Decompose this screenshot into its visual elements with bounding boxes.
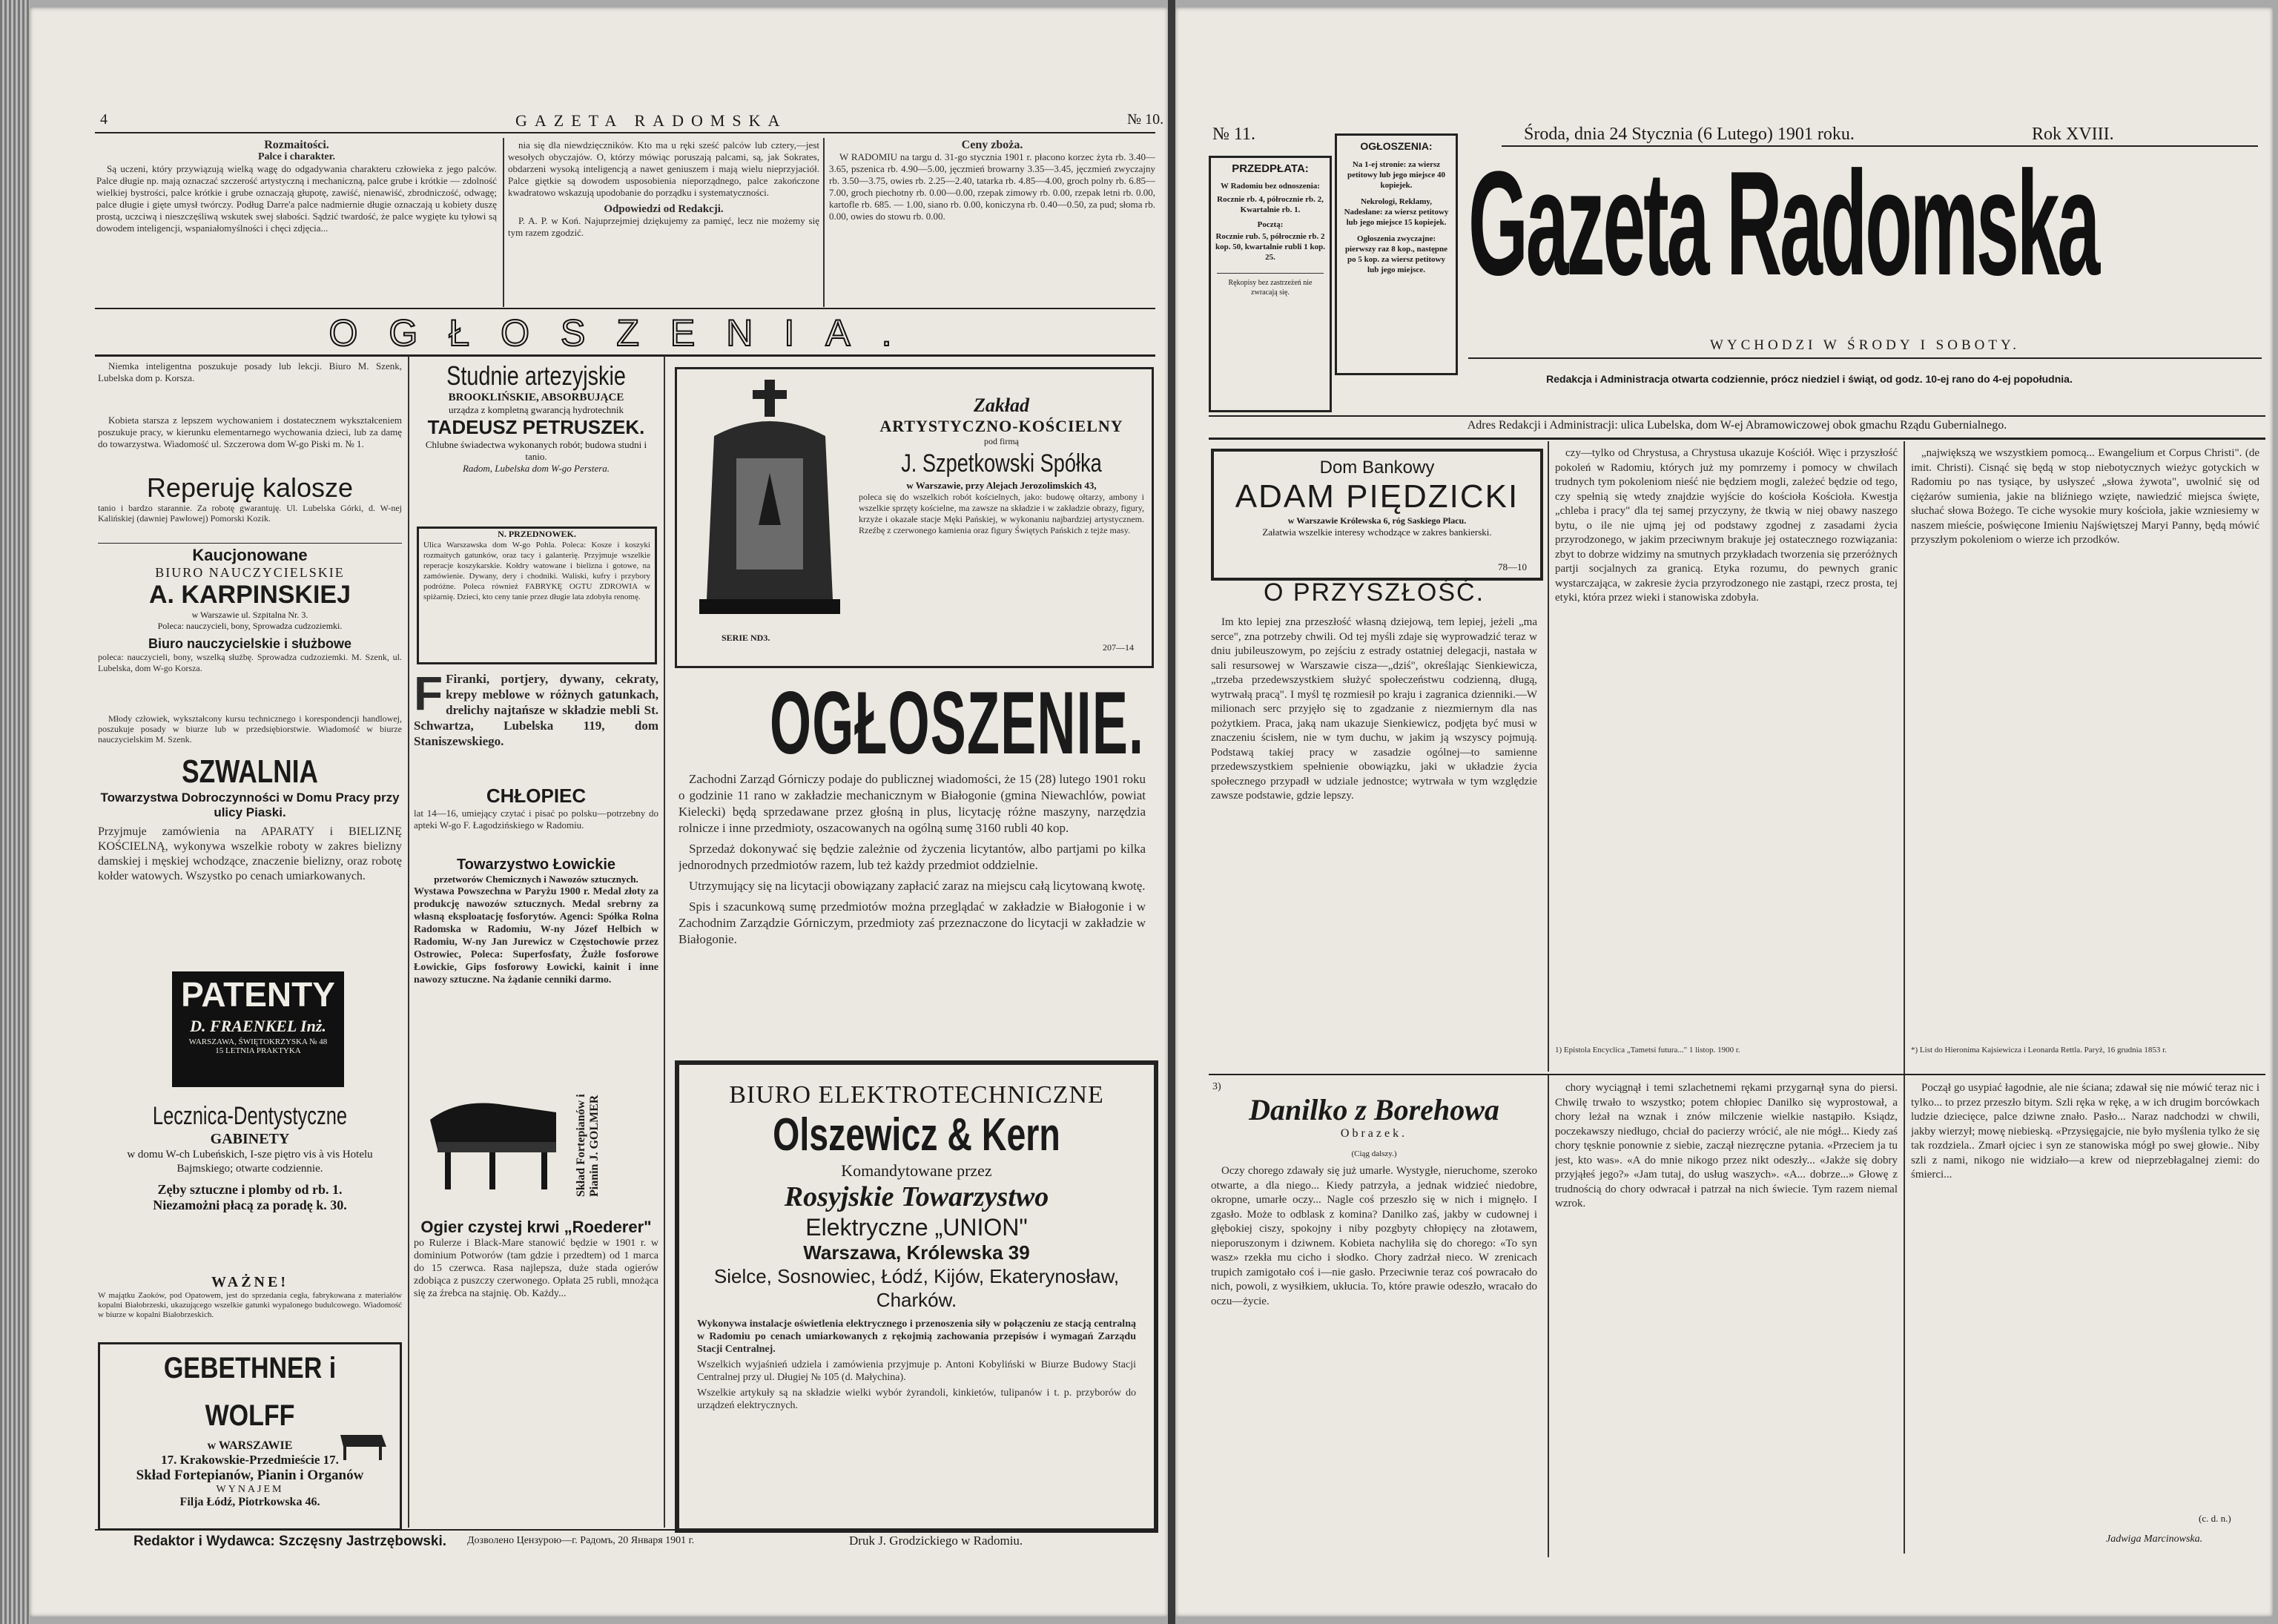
ogloszenia-price-body3: Ogłoszenia zwyczajne: pierwszy raz 8 kop., następne po 5 kop. za wiersz petitowy lub jego miejsce. (1344, 234, 1448, 274)
ad-szwalnia (98, 753, 402, 968)
ad-szwalnia-title: SZWALNIA (182, 753, 318, 790)
ad-lecznica (98, 1101, 402, 1272)
ad-dom-bankowy (1211, 449, 1543, 581)
ad-wazne-body: W majątku Zaoków, pod Opatowem, jest do sprzedania cegła, fabrykowana z materiałów kopalni Białobrzeski, ukazującego wszelkie gatunki wypalonego budulcowego. Wiadomość w biurze w kopalni Białobrzeskich. (98, 1291, 402, 1319)
story-author: Jadwiga Marcinowska. (2106, 1534, 2203, 1545)
ad-studnie-title: Studnie artezyjskie (446, 360, 626, 391)
running-header-title: GAZETA RADOMSKA (515, 111, 788, 130)
odpowiedzi-heading: Odpowiedzi od Redakcji. (604, 203, 724, 215)
ad-biuro-elektro-ros: Rosyjskie Towarzystwo (784, 1181, 1049, 1212)
przedplata-heading: PRZEDPŁATA: (1232, 162, 1309, 175)
story-cdn: (c. d. n.) (2199, 1513, 2231, 1524)
ad-kobieta-text: Kobieta starsza z lepszem wychowaniem i dostatecznem wykształceniem poszukuje pracy, w kierunku elementarnego wychowania dzieci, lub za damę do towarzystwa. Wiadomość ul. Szczerowa dom W-go Piski m. № 1. (98, 415, 402, 449)
ad-kaucjonowane-name: A. KARPINSKIEJ (148, 581, 351, 609)
piano-illustration-icon (337, 1427, 389, 1463)
ad-gebethner-rent: WYNAJEM (216, 1484, 284, 1495)
story-subtitle: Obrazek. (1340, 1127, 1408, 1140)
ad-gebethner-store: Skład Fortepianów, Pianin i Organów (136, 1468, 364, 1483)
article-col1-text: Im kto lepiej zna przeszłość własną dziejową, tem lepiej, jeżeli „ma serce", zna potrzeby chwili. Od tej myśli zdaje się wyprowadzić teraz w dniu jubileuszowym, po zejściu z estrady ostatniej delegacji, nastała w sali resursowej w Warszawie cisza—„dziś", określając Sienkiewicza, „trzeba przedewszystkiem służyć społeczeństwu codzienną, długą, wytrwałą pracą". I myśl tę rozmiesił po kraju i zagranica dzienniki.—W milionach serc przyjęło się to zgadzanie z niezmiernym dla nas pożytkiem. Praca, jaką nam ukazuje Sienkiewicz, podjęta być musi w znaczeniu ścisłem, nie w tym duchu, w jakim ją wszyscy pojmują. Podstawą takiej pracy w zasadzie ogólnej—to samienne przedewszystkiem spełnienie obowiązku, jaki w układzie życia społecznego przypadł w udziale jednostce; wytrwała w tym względzie zawsze podstawie, gdzie lepszy. (1211, 616, 1537, 802)
ad-biuro-elektro-union: Elektryczne „UNION" (805, 1214, 1028, 1241)
ad-biuro-elektro-body: Wykonywa instalacje oświetlenia elektrycznego i przenoszenia siły w połączeniu ze stacją centralną w Radomiu po cenach umiarkowanych z rękojmią zachowania przepisów i wymagań Zarządu Stacji Centralnej. (697, 1318, 1136, 1355)
footnote2-text: *) List do Hieronima Kajsiewicza i Leonarda Rettla. Paryż, 16 grudnia 1853 r. (1911, 1046, 2167, 1054)
masthead-bottom-rule (1209, 415, 2265, 417)
ad-szwalnia-body: Przyjmuje zamówienia na APARATY i BIELIZNĘ KOŚCIELNĄ, wykonywa wszelkie roboty w zakres bielizny damskiej i męskiej wchodzące, znaczenie bielizny, oraz robotę kołder watowych. Wszystko po cenach umiarkowanych. (98, 825, 402, 882)
running-header-issue: № 10. (1127, 111, 1164, 128)
masthead-wrap (1468, 150, 2262, 309)
ad-zaklad-body: poleca się do wszelkich robót kościelnych, jako: budowę ołtarzy, ambony i wszelkie sprzęty kościelne, ma zawsze na składzie i w zakładzie obrazy, figury, krzyże i okazałe stacje Męki Pańskiej, w wykonaniu najbardziej artystycznem. Rzeźbę z czerwonego kamienia oraz figury Świętych Pańskich z tejże masy. (859, 492, 1144, 535)
article-col2 (1555, 446, 1898, 1040)
ad-zaklad-sub: ARTYSTYCZNO-KOŚCIELNY (879, 417, 1123, 435)
ad-studnie (414, 360, 658, 524)
ad-kaucjonowane-body: Poleca: nauczycieli, bony, Sprowadza cudzoziemki. (157, 621, 343, 631)
banner-rule-top (95, 308, 1155, 309)
ad-ogier-body: po Rulerze i Black-Mare stanowić będzie w 1901 r. w dominium Potworów (tam gdzie i przedtem) od 1 marca do 15 czerwca. Rasa najlepsza, duże stada ogierów zdobiąca z puszczy czerwonego. Opłata 25 rubli, mnożąca się za źrebca na stajnię. Ob. Każdy... (414, 1238, 658, 1299)
date-rule (1502, 145, 2258, 147)
rozmaitosci-section (96, 139, 497, 303)
odpowiedzi-body: P. A. P. w Koń. Najuprzejmiej dziękujemy za pamięć, lecz nie możemy się tym razem zgodzić. (508, 215, 819, 238)
przedplata-body2: Rocznie rb. 4, półrocznie rb. 2, Kwartalnie rb. 1. (1217, 195, 1324, 214)
left-page (30, 7, 1168, 1617)
ad-kobieta (98, 415, 402, 474)
ad-mlody-text: Młody człowiek, wykształcony kursu technicznego i korespondencji handlowej, poszukuje posady w biurze lub w przedsiębiorstwie. Wiadomość w biurze nauczycielskim M. Szenk. (98, 713, 402, 745)
story-col2-text: chory wyciągnął i temi szlachetnemi rękami przygarnął syna do piersi. Chwilę trwało to wszystko; potem chłopiec Danilko się wyprostował, a chory leżał na wznak i znów milczenie wielkie nastąpiło. Ksiądz, poczekawszy niedługo, chciał do pacierzy wrócić, ale nie mógł... Kiedy zaś chory tęsknie ponownie z siebie, zaczął niezręczne pytania. «Przeciem ja tu jest, kto was». «A do mnie nikogo przez nikt odeszły... «Jakże się dobry przyjąłeś jego?» «Jam tutaj, do usług waszych». «A... dobrze...» Głowę z trudnością do chory odwracał i patrzał na nich świecie. Tym razem niemal wzrok. (1555, 1082, 1898, 1209)
ad-zaklad-kosc (675, 367, 1154, 668)
masthead-title: Gazeta Radomska (1468, 150, 2099, 306)
dom-bankowy-no: 78—10 (1498, 561, 1527, 572)
piano-icon (415, 1090, 571, 1201)
ad-studnie-body2: Chlubne świadectwa wykonanych robót; budowa studni i tanio. (425, 439, 647, 462)
altar-cross-icon (684, 377, 855, 629)
ad-lecznica-line2: Niezamożni płacą za poradę k. 30. (153, 1198, 347, 1212)
ad-zaklad-name: J. Szpetkowski Spółka (901, 449, 1102, 478)
article-col1 (1211, 615, 1537, 1068)
ad-biuro-body: poleca: nauczycieli, bony, wszelką służbę. Sprowadza cudzoziemki. M. Szenk, ul. Lubelska, dom W-go Korsza. (98, 652, 402, 673)
ogloszenia-banner: OGŁOSZENIA. (329, 312, 923, 354)
masthead-subtitle: WYCHODZI W ŚRODY I SOBOTY. (1709, 337, 2020, 353)
ad-ogier-title: Ogier czystej krwi „Roederer" (420, 1218, 652, 1236)
ad-gebethner-city: w WARSZAWIE (207, 1439, 293, 1452)
right-page (1175, 7, 2273, 1617)
story-col1-text: Oczy chorego zdawały się już umarłe. Wystygłe, nieruchome, szeroko otwarte, a dla niego... Kiedy patrzyła, a jednak widzieć niedobre, okropne, umarłe oczy... Nagle coś przeszło się w nich i mignęło. I zgasło. Może to odblask z komina? Danilko zaś, jakby w cudownej i głębokiej ciszy, spokojny i niby pozgbyty chłopięcy na złotawem, nieporuszonym i dziwnem. Kobieta nachyliła się do chorego: «To syn wasz» rzekła mu cicho i słodko. Chory zadrżał nieco. W zrenicach trupich zamigotało coś i—nie gasło. Przeciwnie teraz coś powracało do nich, powoli, z wysiłkiem, ukłucia. To, które prawie odeszło, wracało do oczu—życie. (1211, 1165, 1537, 1307)
ad-wazne-title: WAŻNE! (211, 1274, 288, 1290)
footnote1 (1555, 1046, 1898, 1068)
footer-printer: Druk J. Grodzickiego w Radomiu. (849, 1534, 1023, 1548)
ogloszenia-price-heading: OGŁOSZENIA: (1360, 140, 1433, 152)
column-divider (408, 356, 409, 1528)
ad-ogloszenie-title: OGŁOSZENIE. (770, 679, 1145, 768)
story-col2 (1555, 1081, 1898, 1550)
ad-ogloszenie-body (679, 771, 1146, 1053)
ad-chlopiec-body: lat 14—16, umiejący czytać i pisać po polsku—potrzebny do apteki W-go F. Łagodzińskiego w Radomiu. (414, 808, 658, 831)
right-issue: № 11. (1212, 125, 1256, 144)
ad-biuro-elektro-body2: Wszelkich wyjaśnień udziela i zamówienia przyjmuje p. Antoni Kobyliński w Biurze Budowy Stacji Centralnej przy ul. Długiej № 105 (d. Małychina). (697, 1359, 1136, 1383)
dom-bankowy-body: Załatwia wszelkie interesy wchodzące w zakres bankierski. (1262, 527, 1492, 538)
subtitle-rule (1468, 357, 2262, 359)
ad-zaklad-title: Zakład (973, 395, 1030, 416)
footnote1-text: 1) Epistola Encyclica „Tametsi futura..." 1 listop. 1900 r. (1555, 1046, 1740, 1054)
ad-biuro-elektro-title: BIURO ELEKTROTECHNICZNE (729, 1081, 1104, 1109)
ad-gebethner-addr: 17. Krakowskie-Przedmieście 17. (161, 1453, 339, 1467)
page-number: 4 (100, 111, 108, 128)
ad-kaucjonowane (98, 546, 402, 635)
redakcja-line: Redakcja i Administracja otwarta codziennie, prócz niedziel i świąt, od godz. 10-ej rano do 4-ej popołudnia. (1546, 373, 2073, 385)
ad-chlopiec (414, 785, 658, 859)
ad-firanki-text: Firanki, portjery, dywany, cekraty, krepy meblowe w różnych gatunkach, drelichy najtańsze w składzie mebli St. Schwartza, Lubelska 119, dom Staniszewskiego. (414, 672, 658, 748)
feuilleton-rule (1209, 1074, 2265, 1075)
story-col3-text: Począł go usypiać łagodnie, ale nie ściana; zdawał się nie mówić teraz nic i tylko... to przez przeszło bitym. Szli ręka w rękę, a w ich drugim borcówkach ludzie dziecięce, palce dziwne znało. Pasło... Naraz nadchodzi w chwili, jakby wierzył; mowę niebieską. «Przysięgajcie, nie było myślenia tylko że się tak rozdziela.. Zmarł ojciec i syn ze stanowiska mógł po swej głowie.. Niby szli z nami, nikogo nie widziało—a krew od nieprzebłagalnej ziemi: do śmierci... (1911, 1082, 2259, 1181)
dom-bankowy-title: Dom Bankowy (1319, 458, 1435, 478)
right-date-line: Środa, dnia 24 Stycznia (6 Lutego) 1901 roku. (1524, 125, 1855, 144)
church-altar-illustration (684, 377, 855, 629)
ceny-heading: Ceny zboża. (961, 139, 1023, 151)
ad-ogloszenie-p1: Zachodni Zarząd Górniczy podaje do publicznej wiadomości, że 15 (28) lutego 1901 roku o godzinie 11 rano w zakładzie mechanicznym w Białogonie (gmina Niewachlów, powiat Kielecki) będą sprzedawane przez głośną in plus, licytację różne maszyny, narzędzia rolnicze i inne przedmioty, oszacowanych na ogólną sumę 3160 rubli 40 kop. (679, 772, 1146, 835)
ad-biuro-elektro-addr: Warszawa, Królewska 39 (803, 1241, 1030, 1264)
ad-kaucjonowane-title: Kaucjonowane (192, 546, 308, 564)
ad-patenty-years: 15 LETNIA PRAKTYKA (215, 1046, 301, 1055)
column-divider (823, 138, 825, 307)
column-divider (1548, 1075, 1549, 1557)
rozmaitosci-body: Są uczeni, który przywiązują wielką wagę do odgadywania charakteru człowieka z jego palców. Palce długie np. mają oznaczać szczerość artystyczną i mechaniczną, palce grube i krótkie — zdolność wielkiej bystrości, palce krótkie i grube oznaczają głupotę, zawiść, nienawiść, zbrodniczość, odwagę; palce długie i gięte umysł twórczy. Podług Darre'a palce nadmiernie długie oznaczają u kobiety duszę prostą, uczciwą i nieszczęśliwą wskutek swej słabości. Sądzić twardość, że palce wygięte ku tyłowi są dowodem inteligencji, wspaniałomyślności i chęci zdjęcia... (96, 163, 497, 234)
banner-rule-bottom (95, 354, 1155, 357)
dom-bankowy-name: ADAM PIĘDZICKI (1235, 478, 1519, 515)
ad-reperuje-title: Reperuję kalosze (146, 473, 354, 503)
ad-patenty-name: D. FRAENKEL Inż. (190, 1017, 326, 1035)
column-divider (1548, 441, 1549, 1072)
ad-przednowek (417, 527, 657, 664)
ad-zaklad-no: 207—14 (1103, 642, 1134, 653)
ceny-body: W RADOMIU na targu d. 31-go stycznia 1901 r. płacono korzec żyta rb. 3.40—3.65, pszenica rb. 4.90—5.00, jęczmień browarny 3.35—3.45, jęczmień zwyczajny rb. 3.50—3.75, owies rb. 2.25—2.40, tatarka rb. 4.85—4.00, groch polny rb. 6.85—7.00, groch piechotny rb. 0.00—0.00, rzepak zimowy rb. 0.00, rzepak letni rb. 0.00, kartofle rb. 685. — 1.00, siano rb. 0.00, koniczyna rb. 0.40—0.50, za pud; słoma rb. 0.00, owies do stowu rb. 0.00. (829, 151, 1155, 222)
ad-studnie-addr: Radom, Lubelska dom W-go Perstera. (462, 463, 610, 474)
header-rule (95, 132, 1155, 133)
przedplata-body1: W Radomiu bez odnoszenia: (1221, 182, 1320, 191)
ad-biuro-elektro (675, 1060, 1158, 1533)
ad-lowickie (414, 856, 658, 1083)
przedplata-box (1209, 156, 1332, 412)
ad-lecznica-title: Lecznica-Dentystyczne (152, 1102, 348, 1130)
ad-lecznica-sub: GABINETY (210, 1131, 290, 1147)
ad-szwalnia-sub: Towarzystwa Dobroczynności w Domu Pracy przy ulicy Piaski. (100, 790, 400, 819)
ad-ogloszenie-p2: Sprzedaż dokonywać się będzie zależnie od życzenia licytantów, albo partjami po kilka jednorodnych przedmiotów razem, lub też każdy przedmiot oddzielnie. (679, 842, 1146, 872)
ogloszenia-price-box (1335, 133, 1458, 375)
ad-lecznica-line1: Zęby sztuczne i plomby od rb. 1. (157, 1182, 343, 1197)
column-divider (664, 356, 665, 1528)
ad-studnie-name: TADEUSZ PETRUSZEK. (427, 416, 645, 438)
ad-przednowek-title: N. PRZEDNOWEK. (498, 529, 576, 539)
ad-wazne (98, 1274, 402, 1342)
stacked-page-edges (0, 0, 30, 1624)
ad-kaucjonowane-addr: w Warszawie ul. Szpitalna Nr. 3. (191, 610, 308, 620)
ad-zaklad-series: SERIE ND3. (722, 633, 770, 643)
story-continued: (Ciąg dalszy.) (1351, 1149, 1397, 1158)
ad-biuro-elektro-cities: Sielce, Sosnowiec, Łódź, Kijów, Ekaterynosław, Charków. (713, 1265, 1120, 1311)
ogloszenia-price-body2: Nekrologi, Reklamy, Nadesłane: za wiersz petitowy lub jego miejsce 15 kopiejek. (1344, 197, 1449, 227)
przedplata-body4: Rocznie rub. 5, półrocznie rb. 2 kop. 50, kwartalnie rubli 1 kop. 25. (1215, 232, 1325, 262)
ad-golmer (575, 1086, 656, 1205)
przedplata-body3: Pocztą: (1257, 220, 1284, 229)
ceny-section (829, 139, 1155, 303)
adres-line: Adres Redakcji i Administracji: ulica Lubelska, dom W-ej Abramowiczowej obok gmachu Rządu Gubernialnego. (1467, 419, 2007, 432)
footer-editor: Redaktor i Wydawca: Szczęsny Jastrzębowski. (133, 1534, 447, 1549)
ad-reperuje (98, 473, 402, 529)
article-title: O PRZYSZŁOŚĆ. (1263, 578, 1485, 607)
ad-patenty (172, 971, 344, 1087)
story-col1 (1211, 1164, 1537, 1550)
ad-firanki (414, 671, 658, 782)
ad-biuro-sluzbowe (98, 636, 402, 710)
story-col3 (1911, 1081, 2259, 1511)
drop-cap-f: F (414, 671, 443, 720)
ogloszenia-price-body1: Na 1-ej stronie: za wiersz petitowy lub jego miejsce 40 kopiejek. (1347, 160, 1445, 190)
rozmaitosci-sub: Palce i charakter. (257, 151, 336, 162)
ad-ogloszenie-p3: Utrzymujący się na licytacji obowiązany zapłacić zaraz na miejscu całą licytowaną kwotę. (689, 879, 1146, 893)
ad-chlopiec-title: CHŁOPIEC (486, 785, 587, 807)
column-divider (503, 138, 504, 307)
footnote2 (1911, 1046, 2259, 1068)
ad-biuro-elektro-name: Olszewicz & Kern (773, 1109, 1060, 1161)
ad-gebethner-branch: Filja Łódź, Piotrkowska 46. (179, 1496, 320, 1508)
right-year: Rok XVIII. (2032, 125, 2114, 144)
ad-separator (98, 543, 402, 544)
ad-gebethner-title: GEBETHNER i WOLFF (163, 1352, 337, 1432)
ad-biuro-title: Biuro nauczycielskie i służbowe (148, 636, 352, 651)
ad-studnie-body: urządza z kompletną gwarancją hydrotechnik (448, 404, 624, 415)
story-number: 3) (1212, 1081, 1221, 1092)
spine-gutter (1168, 0, 1175, 1624)
ad-lowickie-title: Towarzystwo Łowickie (456, 856, 616, 873)
ad-ogloszenie-title-block (675, 679, 1149, 768)
ad-lowickie-sub: przetworów Chemicznych i Nawozów sztucznych. (434, 874, 638, 885)
ad-przednowek-body: Ulica Warszawska dom W-go Pohla. Poleca: Kosze i koszyki rozmaitych gatunków, oraz tacy i galanterię. Przyjmuje wszelkie reperacje koszykarskie. Kołdry watowane i bielizna i gotowe, na zamówienie. Dywany, dery i chodniki. Waliski, kufry i przybory podróżne. Poleca również FABRYKĘ OGTU ZDROWIA w spiżarnię. Dzieci, kto ceny tanie przez długie lata zdobyła renomę. (423, 541, 650, 601)
footer-rule (95, 1529, 1155, 1531)
ad-niemka-text: Niemka inteligentna poszukuje posady lub lekcji. Biuro M. Szenk, Lubelska dom p. Korsza. (98, 360, 402, 383)
ad-patenty-title: PATENTY (181, 975, 335, 1014)
dom-bankowy-addr: w Warszawie Królewska 6, róg Saskiego Placu. (1287, 515, 1467, 526)
ad-studnie-sub: BROOKLIŃSKIE, ABSORBUJĄCE (448, 392, 624, 403)
article-col3-text: „największą we wszystkiem pomocą... Ewangelium et Corpus Christi". (de imit. Christi). Cisnąć się będą w stop niebotycznych wieżyc gotyckich w Radomiu po nas tysiące, by usłyszeć „słowa żywota", uwolnić się od ciężarów sumienia, jakie na bliźniego wzięte, nawiedzić miejsca święte, słuchać słowa Bożego. Te ciche wysokie mury kościoła, jakie wzniesiemy w naszem mieście, poświęcone Imieniu Najświętszej Maryi Panny, będą mówić przyszłym pokoleniom o wierze ich przodków. (1911, 447, 2259, 546)
footer-censor: Дозволено Цензурою—г. Радомъ, 20 Января 1901 г. (467, 1535, 695, 1546)
story-title: Danilko z Borehowa (1249, 1093, 1499, 1126)
column-divider (1904, 441, 1905, 1554)
ad-zaklad-addr: w Warszawie, przy Alejach Jerozolimskich 43, (906, 480, 1097, 491)
piano-illustration (415, 1090, 571, 1201)
ad-lecznica-body: w domu W-ch Lubeńskich, I-sze piętro vis à vis Hotelu Bajmskiego; otwarte codziennie. (127, 1149, 373, 1175)
ad-ogier (414, 1218, 658, 1344)
przedplata-body5: Rękopisy bez zastrzeżeń nie zwracają się. (1217, 273, 1324, 297)
article-col2-text: czy—tylko od Chrystusa, a Chrystusa ukazuje Kościół. Więc i przyszłość pokoleń w Radomiu, których już my pomrzemy i pomocy w chwilach trudnych tym pokoleniom nieść nie będziem mogli, zależeć będzie od tego, czy spełnią się wtedy znajdzie wyjście do kościoła Kościoła. Kwestja „chleba i pracy" dla tej samej przyczyny, że tkwią w niej obawy naszego bytu, o ile nie ujmą jej od podstawy zgodnej z zasadami życia przyrodzonego, w jakim przeciwnym brakuje jej ostatecznego rozwiązania: zbyt to dobrze widzimy na smutnych przykładach tworzenia się przeróżnych partji socjalnych za granicą. Etyka rozumu, do pewnych granic wystarczająca, w zakresie życia przyrodzonego nie zastąpi, rzecz prosta, tej etyki, która przez wieki i stanowiska zdobyła. (1555, 447, 1898, 604)
col2-text: nia się dla niewdzięczników. Kto ma u ręki sześć palców lub cztery,—jest wesołych obyczajów. O, którzy mówiąc poruszają palcami, są, jak Sokrates, obdarzeni wysoką inteligencją a nawet geniuszem i mają wielu nieprzyjaciół. Palce giętkie są dowodem usposobienia nieporządnego, palce zakończone kwadratowo wskazują upodobanie do porządku i systematyczności. (508, 139, 819, 198)
article-col3 (1911, 446, 2259, 1040)
ad-lowickie-body: Wystawa Powszechna w Paryżu 1900 r. Medal złoty za produkcję nawozów sztucznych. Medal srebrny za własną eksploatację fosforytów. Agenci: Spółka Rolna Radomska w Radomiu, W-ny Józef Helbich w Radomiu, W-ny Jan Jurewicz w Częstochowie przez Ostrowiec, Poleca: Superfosfaty, Żużle fosforowe Łowickie, Gips fosforowy Łowicki, kainit i inne nawozy sztuczne. Na żądanie cenniki darmo. (414, 886, 658, 986)
ad-biuro-elektro-body3: Wszelkie artykuły są na składzie wielki wybór żyrandoli, kinkietów, tulipanów i t. p. przyborów do urządzeń elektrycznych. (697, 1387, 1136, 1411)
ad-reperuje-body: tanio i bardzo starannie. Za robotę gwarantuję. Ul. Lubelska Górki, d. W-nej Kalińskiej (dawniej Pawłowej) Pomorski Kozik. (98, 503, 402, 524)
ad-mlody (98, 713, 402, 758)
ad-ogloszenie-p4: Spis i szacunkową sumę przedmiotów można przeglądać w zakładzie w Białogonie i w Zachodnim Zarządzie Górniczym, przedmioty zaś przeznaczone do licytacji w zakładzie w Białogonie. (679, 900, 1146, 946)
ad-zaklad-pod: pod firmą (984, 436, 1019, 446)
ad-niemka (98, 360, 402, 412)
adres-rule (1209, 438, 2265, 440)
ad-patenty-addr: WARSZAWA, ŚWIĘTOKRZYSKA № 48 (188, 1037, 328, 1046)
ad-gebethner (98, 1342, 402, 1531)
col2-section (508, 139, 819, 303)
ad-kaucjonowane-sub: BIURO NAUCZYCIELSKIE (155, 565, 345, 580)
ad-golmer-text: Skład Fortepianów i Pianin J. GOLMER (575, 1094, 601, 1198)
rozmaitosci-heading: Rozmaitości. (264, 139, 329, 151)
ad-biuro-elektro-kom: Komandytowane przez (841, 1161, 992, 1180)
